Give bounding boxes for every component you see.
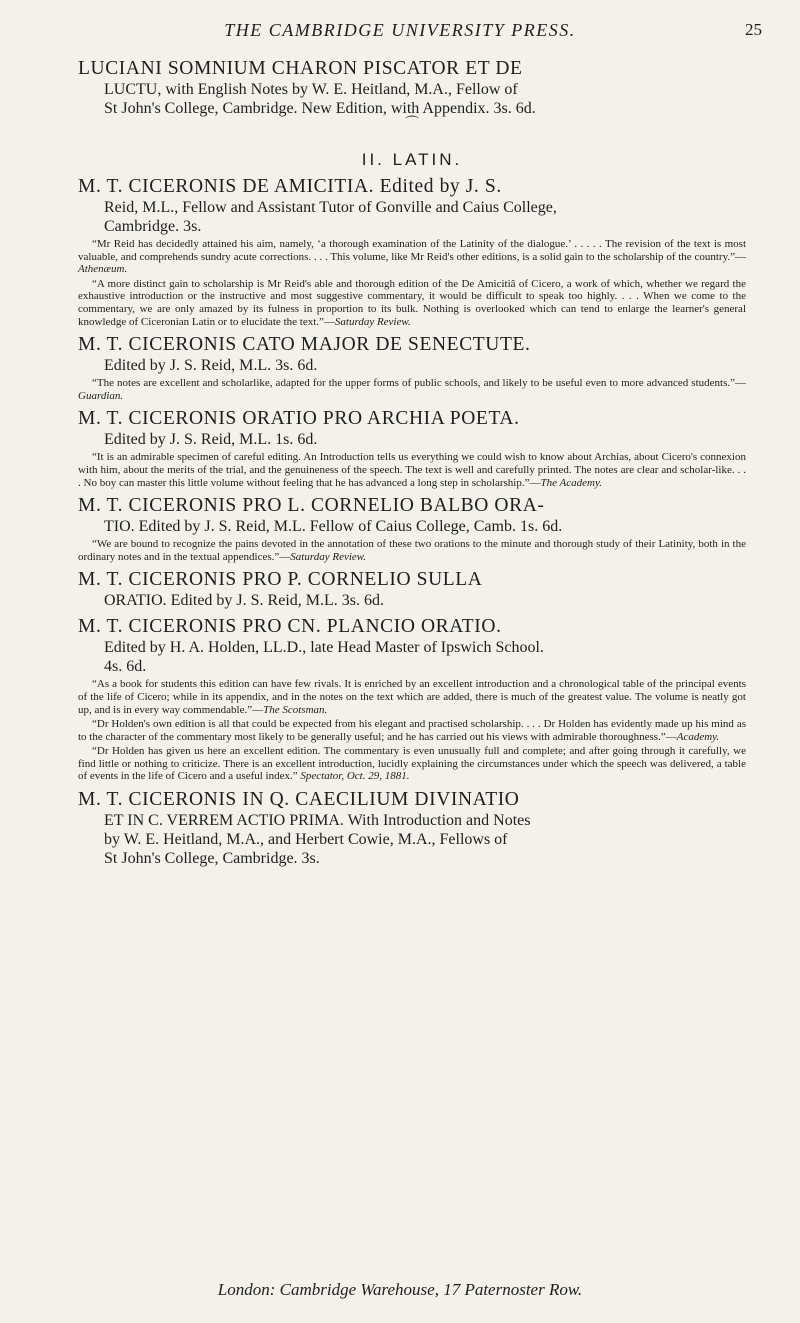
entry-line: Edited by J. S. Reid, M.L. 3s. 6d. bbox=[104, 357, 318, 375]
review-text: “Mr Reid has decidedly attained his aim, namely, ‘a thorough examination of the Latinity of the dialogue.’ . . . . . The revision of the text is most valuable, and comprehends sundry acute corrections. . . . This volume, like Mr Reid's other editions, is a solid gain to the scholarship of the country.”— bbox=[78, 238, 746, 263]
entry-pro-plancio bbox=[78, 616, 746, 783]
review-text: “We are bound to recognize the pains devoted in the annotation of these two orations to the minute and thorough study of their Latinity, both in the ordinary notes and in the textual appendices.”— bbox=[78, 538, 746, 563]
review-text: “As a book for students this edition can have few rivals. It is enriched by an excellent introduction and a chronological table of the principal events of the life of Cicero; while in its appendix, and in the notes on the text which are added, there is much of the greatest value. The volume is neatly got up, and is in every way commendable.”— bbox=[78, 678, 746, 716]
entry-line: LUCTU, with English Notes by W. E. Heitland, M.A., Fellow of bbox=[104, 81, 518, 98]
review-source: The Academy. bbox=[540, 476, 603, 489]
review-quote bbox=[78, 718, 746, 743]
review-source: Spectator, Oct. 29, 1881. bbox=[300, 770, 410, 783]
running-head bbox=[0, 20, 800, 42]
publisher-imprint: London: Cambridge Warehouse, 17 Paternoster Row. bbox=[217, 1280, 583, 1299]
entry-line: Reid, M.L., Fellow and Assistant Tutor of Gonville and Caius College, bbox=[104, 199, 557, 216]
review-quote bbox=[78, 678, 746, 716]
entry-line: ET IN C. VERREM ACTIO PRIMA. With Introduction and Notes bbox=[104, 812, 531, 830]
review-text: “Dr Holden has given us here an excellent edition. The commentary is even unusually full and complete; and after going through it carefully, we find little or nothing to criticize. There is an excellent introduction, lucidly explaining the circumstances under which the speech was delivered, a table of events in the life of Cicero and a useful index.” bbox=[78, 745, 746, 783]
review-source: Saturday Review. bbox=[290, 550, 367, 563]
entry-line: Edited by H. A. Holden, LL.D., late Head Master of Ipswich School. bbox=[104, 639, 544, 657]
entry-title: M. T. CICERONIS CATO MAJOR DE SENECTUTE. bbox=[78, 334, 531, 356]
review-source: Athenæum. bbox=[78, 263, 128, 276]
entry-line: Cambridge. 3s. bbox=[104, 218, 202, 235]
entry-title: M. T. CICERONIS PRO CN. PLANCIO ORATIO. bbox=[78, 616, 502, 638]
entry-title: M. T. CICERONIS PRO P. CORNELIO SULLA bbox=[78, 569, 483, 591]
review-quote bbox=[78, 238, 746, 276]
review-text: “It is an admirable specimen of careful editing. An Introduction tells us everything we could wish to know about Archias, about Cicero's connexion with him, about the merits of the trial, and the genuineness of the speech. The text is well and carefully printed. The notes are clear and scholar-like. . . . No boy can master this little volume without feeling that he has advanced a long step in scholarship.”— bbox=[78, 451, 746, 489]
review-source: The Scotsman. bbox=[263, 703, 328, 716]
review-source: Saturday Review. bbox=[334, 315, 411, 328]
entry-line: St John's College, Cambridge. 3s. bbox=[104, 850, 320, 868]
entry-pro-balbo bbox=[78, 495, 746, 563]
entry-title: M. T. CICERONIS ORATIO PRO ARCHIA POETA. bbox=[78, 408, 520, 430]
review-text: “A more distinct gain to scholarship is Mr Reid's able and thorough edition of the De Amicitiâ of Cicero, a work of which, whether we regard the exhaustive introduction or the instructive and most suggestive commentary, it would be difficult to speak too highly. . . . When we come to the commentary, we are only amazed by its fulness in proportion to its bulk. Nothing is overlooked which can tend to enlarge the learner's general knowledge of Ciceronian Latin or to elucidate the text.”— bbox=[78, 277, 746, 328]
review-source: Guardian. bbox=[78, 389, 124, 402]
section-heading: II. LATIN. bbox=[361, 150, 463, 169]
review-quote bbox=[78, 278, 746, 328]
page-number: 25 bbox=[745, 20, 762, 39]
review-quote bbox=[78, 538, 746, 563]
review-text: “The notes are excellent and scholarlike, adapted for the upper forms of public schools, and likely to be useful even to more advanced students.”— bbox=[92, 377, 746, 390]
entry-in-caecilium bbox=[78, 789, 746, 868]
entry-de-amicitia bbox=[78, 176, 746, 328]
review-source: Academy. bbox=[676, 730, 720, 743]
entry-line: Edited by J. S. Reid, M.L. 1s. 6d. bbox=[104, 431, 318, 449]
entry-line: TIO. Edited by J. S. Reid, M.L. Fellow of Caius College, Camb. 1s. 6d. bbox=[104, 518, 563, 536]
entry-line: ORATIO. Edited by J. S. Reid, M.L. 3s. 6d. bbox=[104, 592, 384, 610]
entry-line: St John's College, Cambridge. New Edition, with Appendix. 3s. 6d. bbox=[104, 100, 536, 117]
entry-pro-sulla bbox=[78, 569, 746, 610]
entry-pro-archia bbox=[78, 408, 746, 489]
entry-title: LUCIANI SOMNIUM CHARON PISCATOR ET DE bbox=[78, 58, 523, 79]
entry-title: M. T. CICERONIS DE AMICITIA. Edited by J. S. bbox=[78, 176, 502, 197]
entry-cato-major bbox=[78, 334, 746, 402]
ornament-icon: ⌒ bbox=[405, 117, 419, 132]
review-quote bbox=[78, 377, 746, 402]
review-quote bbox=[78, 745, 746, 783]
entry-title: M. T. CICERONIS PRO L. CORNELIO BALBO ORA- bbox=[78, 495, 545, 517]
review-quote bbox=[78, 451, 746, 489]
review-text: “Dr Holden's own edition is all that could be expected from his elegant and practised scholarship. . . . Dr Holden has evidently made up his mind as to the character of the commentary most likely to be generally useful; and he has carried out his views with admirable thoroughness.”— bbox=[78, 718, 746, 743]
entry-line: by W. E. Heitland, M.A., and Herbert Cowie, M.A., Fellows of bbox=[104, 831, 508, 849]
entry-title: M. T. CICERONIS IN Q. CAECILIUM DIVINATIO bbox=[78, 789, 520, 811]
page-content bbox=[78, 58, 746, 868]
running-head-title: THE CAMBRIDGE UNIVERSITY PRESS. bbox=[224, 20, 576, 40]
entry-line: 4s. 6d. bbox=[104, 658, 147, 676]
entry-luciani bbox=[78, 58, 746, 130]
